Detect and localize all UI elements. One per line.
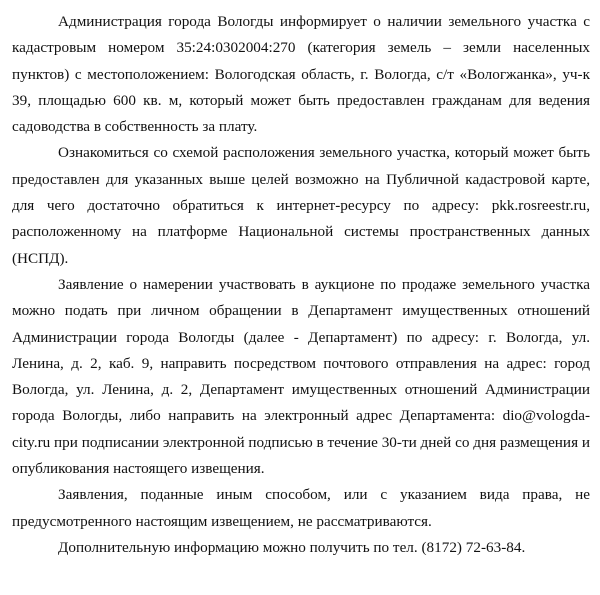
paragraph-land-plot-info: Администрация города Вологды информирует о наличии земельного участка с кадастровым номером 35:24:0302004:270 (категория земель – земли населенных пунктов) с местоположением: Вологодская область, г. Вологда, с/т «Вологжанка», уч-к 39, площадью 600 кв. м, который может быть предоставлен гражданам для ведения садоводства в собственность за плату. (12, 13, 590, 136)
paragraph-application: Заявление о намерении участвовать в аукционе по продаже земельного участка можно подать при личном обращении в Департамент имущественных отношений Администрации города Вологды (далее - Департамент) по адресу: г. Вологда, ул. Ленина, д. 2, каб. 9, направить посредством почтового отправления на адрес: город Вологда, ул. Ленина, д. 2, Департамент имущественных отношений Администрации города Вологды, либо направить на электронный адрес Департамента: dio@vologda-city.ru при подписании электронной подписью в течение 30-ти дней со дня размещения и опубликования настоящего извещения. (12, 275, 590, 478)
paragraph-contact-phone: Дополнительную информацию можно получить по тел. (8172) 72-63-84. (58, 538, 526, 556)
paragraph-rejection-note: Заявления, поданные иным способом, или с указанием вида права, не предусмотренного настоящим извещением, не рассматриваются. (12, 486, 590, 530)
paragraph-cadastral-map: Ознакомиться со схемой расположения земельного участка, который может быть предоставлен для указанных выше целей возможно на Публичной кадастровой карте, для чего достаточно обратиться к интернет-ресурсу по адресу: pkk.rosreestr.ru, расположенному на платформе Национальной системы пространственных данных (НСПД). (12, 144, 590, 267)
